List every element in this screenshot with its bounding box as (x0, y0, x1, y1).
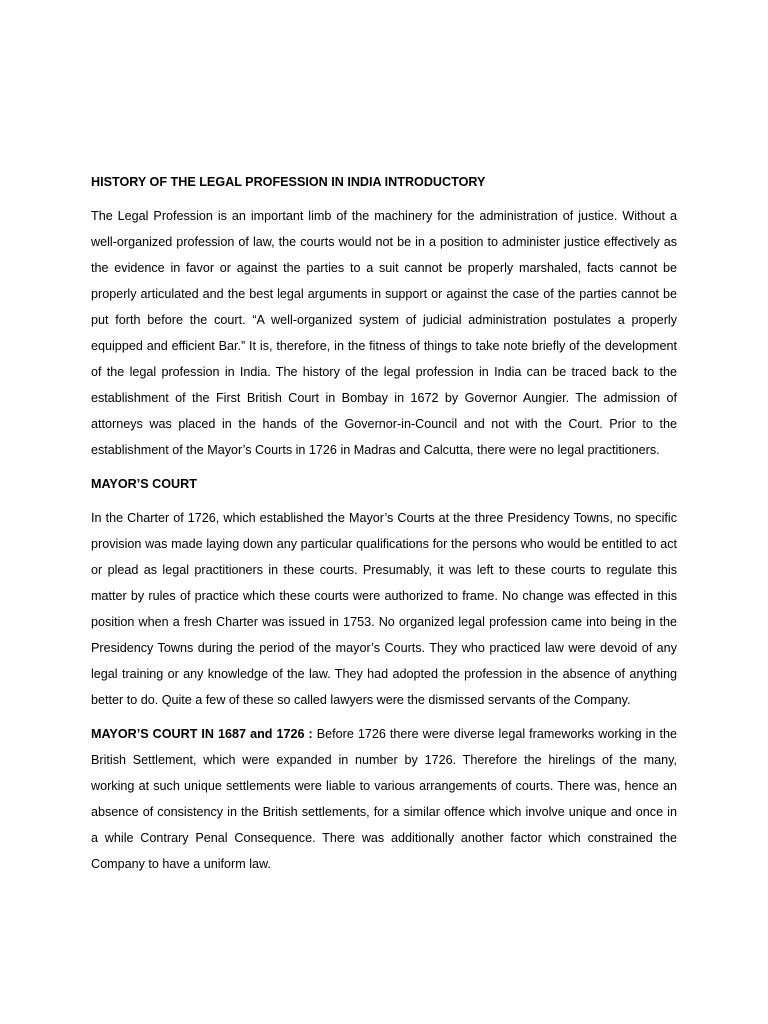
mayors-court-1687-1726-lead: MAYOR’S COURT IN 1687 and 1726 : (91, 727, 313, 741)
mayors-court-paragraph: In the Charter of 1726, which established the Mayor’s Courts at the three Presidency Towns, no specific provision was made laying down any particular qualifications for the persons who would be entitled to act or plead as legal practitioners in these courts. Presumably, it was left to these courts to regulate this matter by rules of practice which these courts were authorized to frame. No change was effected in this position when a fresh Charter was issued in 1753. No organized legal profession came into being in the Presidency Towns during the period of the mayor’s Courts. They who practiced law were devoid of any legal training or any knowledge of the law. They had adopted the profession in the absence of anything better to do. Quite a few of these so called lawyers were the dismissed servants of the Company. (91, 511, 677, 707)
document-title: HISTORY OF THE LEGAL PROFESSION IN INDIA INTRODUCTORY (91, 175, 486, 189)
section-heading-mayors-court: MAYOR’S COURT (91, 477, 197, 491)
document-body (91, 169, 677, 885)
mayors-court-1687-1726-paragraph (91, 721, 677, 877)
mayors-court-1687-1726-text: Before 1726 there were diverse legal frameworks working in the British Settlement, which were expanded in number by 1726. Therefore the hirelings of the many, working at such unique settlements were liable to various arrangements of courts. There was, hence an absence of consistency in the British settlements, for a similar offence which involve unique and once in a while Contrary Penal Consequence. There was additionally another factor which constrained the Company to have a uniform law. (91, 727, 677, 871)
intro-paragraph: The Legal Profession is an important limb of the machinery for the administration of justice. Without a well-organized profession of law, the courts would not be in a position to administer justice effectively as the evidence in favor or against the parties to a suit cannot be properly marshaled, facts cannot be properly articulated and the best legal arguments in support or against the case of the parties cannot be put forth before the court. “A well-organized system of judicial administration postulates a properly equipped and efficient Bar.” It is, therefore, in the fitness of things to take note briefly of the development of the legal profession in India. The history of the legal profession in India can be traced back to the establishment of the First British Court in Bombay in 1672 by Governor Aungier. The admission of attorneys was placed in the hands of the Governor-in-Council and not with the Court. Prior to the establishment of the Mayor’s Courts in 1726 in Madras and Calcutta, there were no legal practitioners. (91, 209, 677, 457)
